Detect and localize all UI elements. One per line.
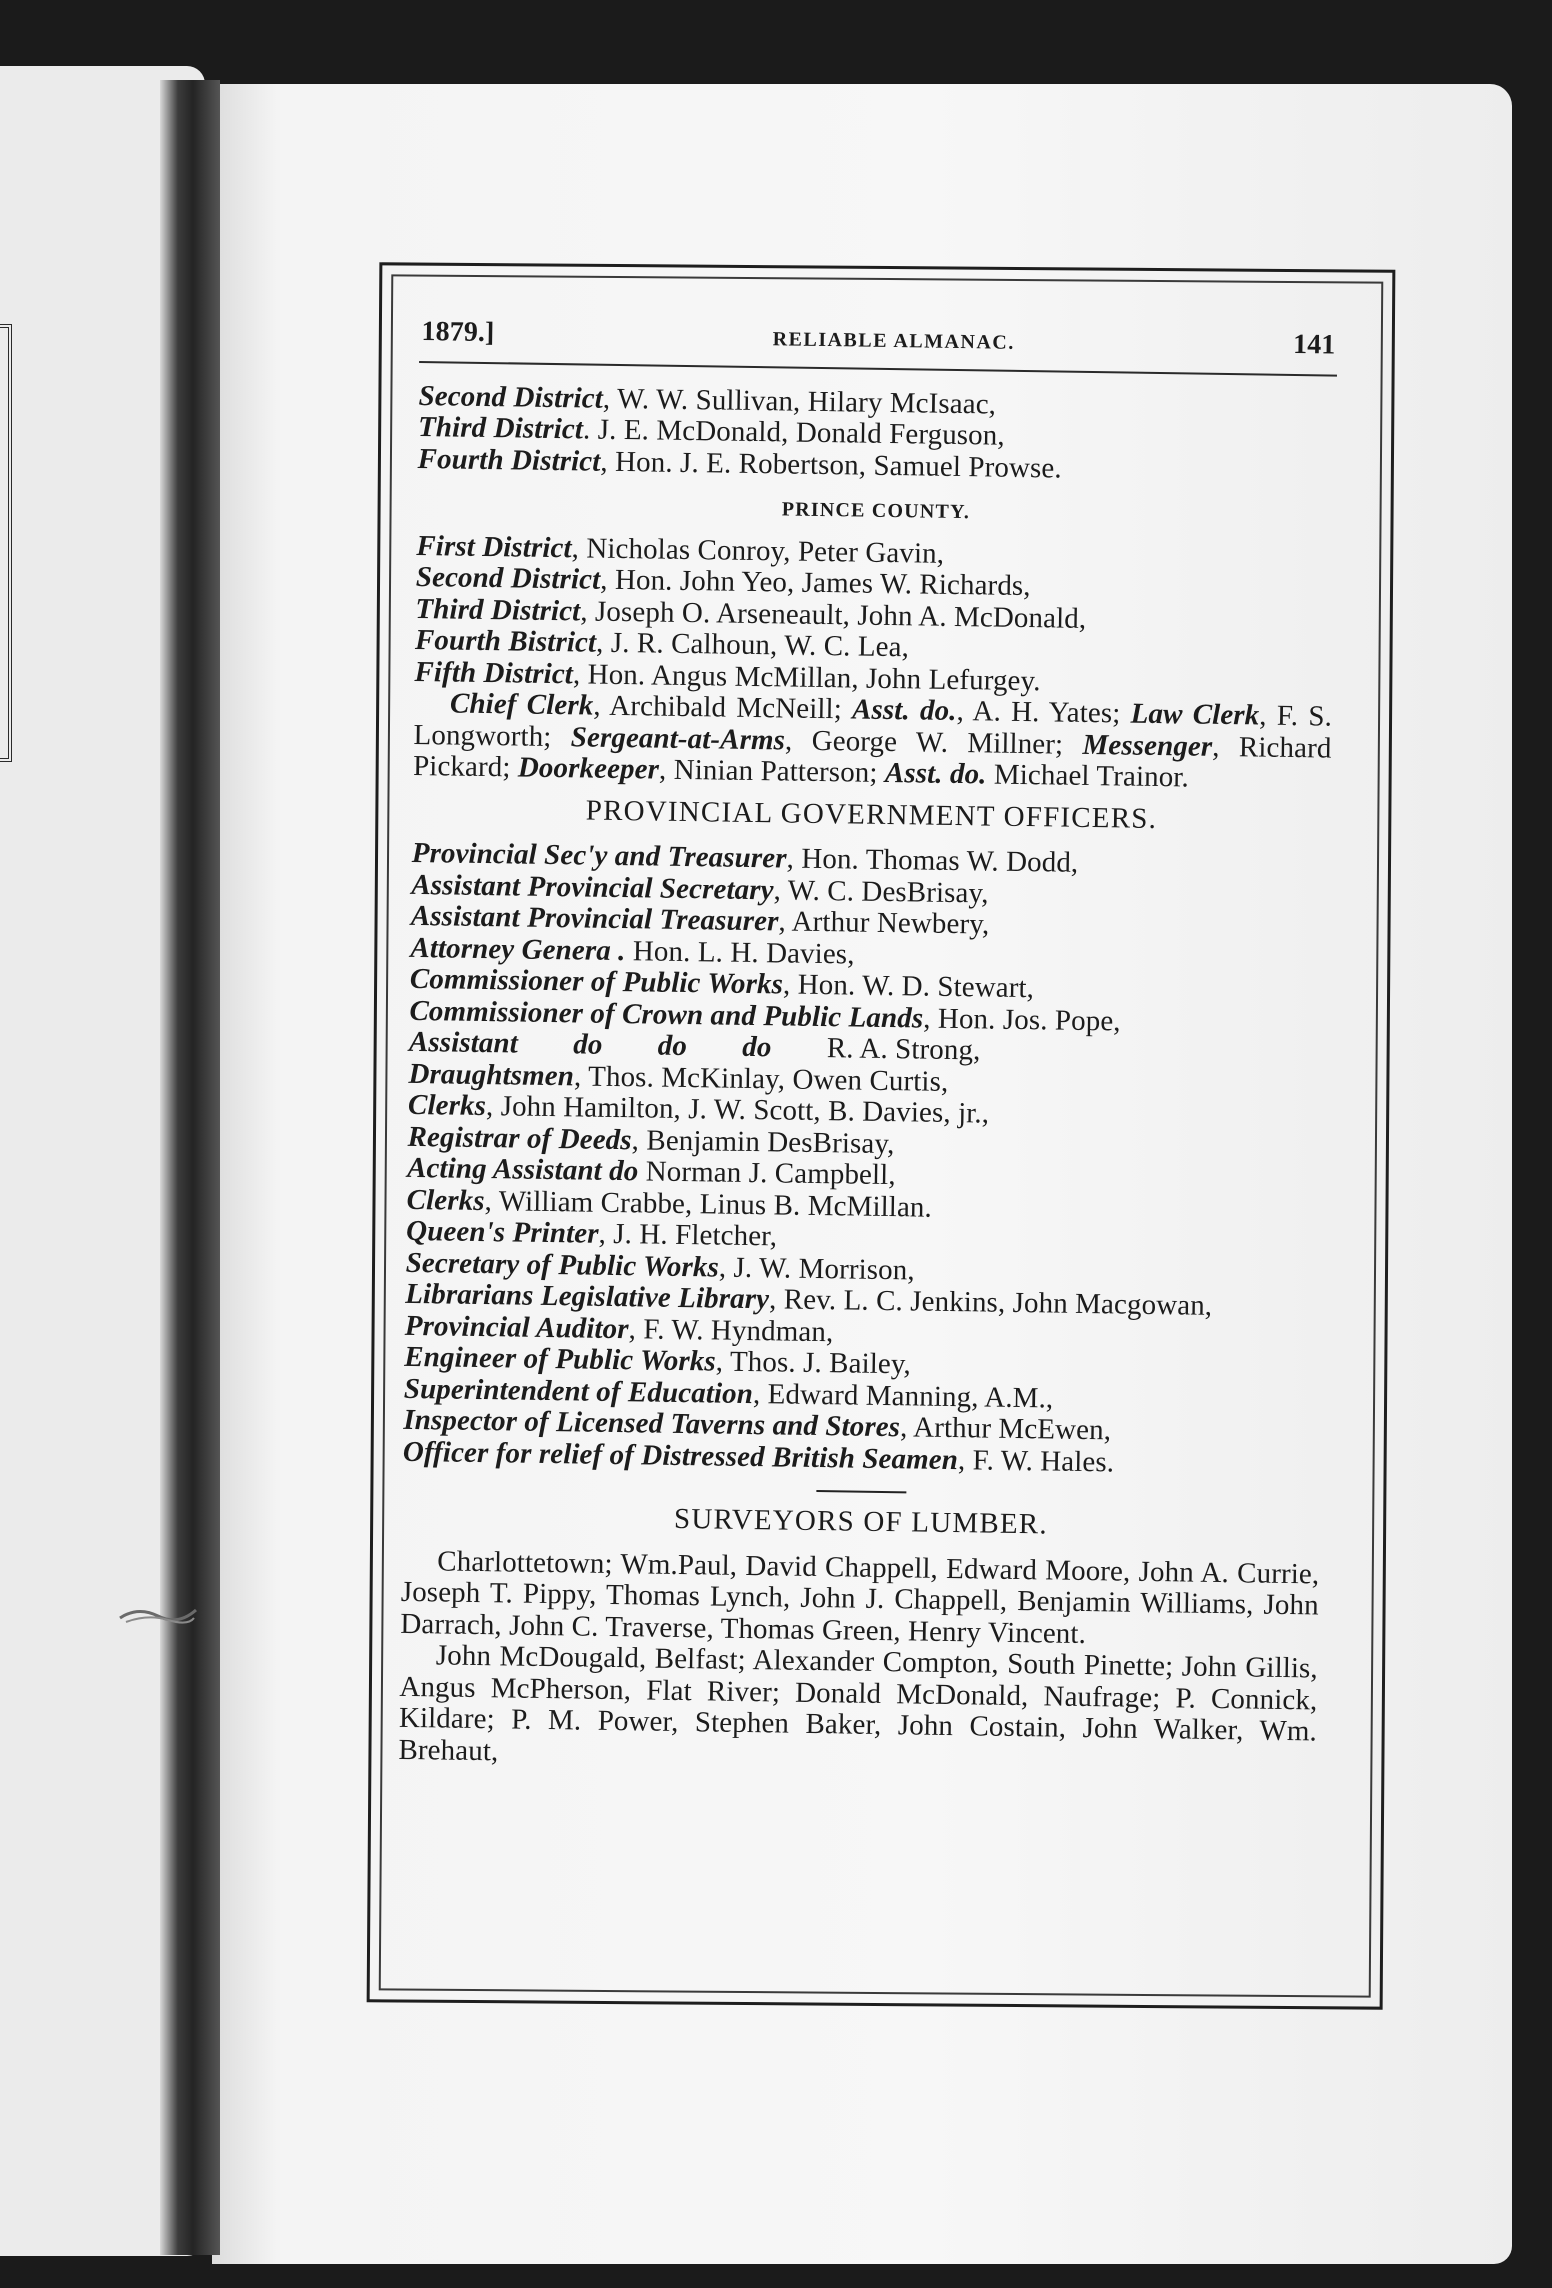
officer-name: Benjamin DesBrisay, <box>646 1123 895 1160</box>
officer-entry: Inspector of Licensed Taverns and Stores, Arthur McEwen, <box>403 1403 1112 1447</box>
district-entry: Third District. J. E. McDonald, Donald Ferguson, <box>417 410 1005 452</box>
binding-thread-icon <box>118 1600 198 1630</box>
officer-entry: Officer for relief of Distressed British Seamen, F. W. Hales. <box>402 1435 1115 1478</box>
officer-entry: Secretary of Public Works, J. W. Morrison, <box>405 1246 915 1286</box>
page-content <box>398 300 1338 1779</box>
officer-entry: Queen's Printer, J. H. Fletcher, <box>405 1214 778 1253</box>
prince-county-heading: PRINCE COUNTY. <box>781 498 971 524</box>
district-entry: Third District, Joseph O. Arseneault, John A. McDonald, <box>415 592 1087 635</box>
officer-role: Acting Assistant do <box>406 1151 639 1188</box>
officer-role: Assistant Provincial Treasurer <box>410 899 779 938</box>
page-number: 141 <box>1292 328 1336 361</box>
district-name: Fifth District <box>414 655 574 690</box>
officer-name: Rev. L. C. Jenkins, John Macgowan, <box>783 1283 1213 1322</box>
officer-entry: Provincial Sec'y and Treasurer, Hon. Thomas W. Dodd, <box>411 836 1079 879</box>
officer-name: F. W. Hales. <box>972 1443 1115 1478</box>
officer-role: Assistant do do do <box>408 1025 772 1064</box>
officer-role: Clerks <box>406 1183 485 1217</box>
officer-name: Hon. W. D. Stewart, <box>797 968 1035 1005</box>
officer-entry: Assistant Provincial Secretary, W. C. DesBrisay, <box>411 868 989 909</box>
officer-role: Assistant Provincial Secretary <box>411 868 774 906</box>
surveyors-heading: SURVEYORS OF LUMBER. <box>673 1502 1049 1541</box>
officer-name: A. H. Yates; <box>972 695 1121 730</box>
officer-name: William Crabbe, Linus B. McMillan. <box>498 1184 933 1224</box>
district-name: Third District <box>417 410 584 446</box>
district-members: Hon. Angus McMillan, John Lefurgey. <box>587 658 1041 697</box>
officer-role: Superintendent of Education <box>403 1372 754 1410</box>
officer-role: Clerks <box>407 1088 487 1123</box>
officer-role: Doorkeeper <box>517 751 660 786</box>
running-head <box>419 300 1338 376</box>
officer-name: Archibald McNeill; <box>609 689 843 726</box>
officer-name: J. W. Morrison, <box>733 1251 915 1286</box>
officer-entry: Engineer of Public Works, Thos. J. Bailey, <box>404 1340 912 1381</box>
district-entry: First District, Nicholas Conroy, Peter Gavin, <box>416 529 945 570</box>
officer-role: Engineer of Public Works <box>404 1340 717 1378</box>
officer-entry: Provincial Auditor, F. W. Hyndman, <box>404 1309 834 1348</box>
surveyors-paragraph: John McDougald, Belfast; Alexander Compton, South Pinette; John Gillis, Angus McPherson, Flat River; Donald McDonald, Naufrage; P. Connick, Kildare; P. M. Power, Stephen Baker, John Costain, John Walker, Wm. Brehaut, <box>398 1639 1319 1767</box>
district-name: Fourth District <box>417 442 601 478</box>
officer-role: Officer for relief of Distressed British Seamen <box>402 1435 959 1476</box>
district-members: Hon. John Yeo, James W. Richards, <box>614 563 1031 603</box>
officer-name: Edward Manning, A.M., <box>767 1377 1054 1415</box>
district-members: Joseph O. Arseneault, John A. McDonald, <box>594 595 1087 635</box>
district-entry: Fifth District, Hon. Angus McMillan, John Lefurgey. <box>414 655 1041 697</box>
district-members: J. E. McDonald, Donald Ferguson, <box>597 413 1005 452</box>
officer-role: Chief Clerk <box>449 687 594 722</box>
district-members: Nicholas Conroy, Peter Gavin, <box>586 531 945 570</box>
officer-name: Richard Pickard; <box>412 730 1332 784</box>
officer-role: Law Clerk <box>1130 697 1260 732</box>
officer-entry: Librarians Legislative Library, Rev. L. C. Jenkins, John Macgowan, <box>405 1277 1213 1322</box>
district-entry: Fourth Bistrict, J. R. Calhoun, W. C. Lea, <box>414 623 910 664</box>
officer-role: Commissioner of Crown and Public Lands <box>409 994 924 1035</box>
officer-entry: Clerks, William Crabbe, Linus B. McMillan. <box>406 1183 933 1224</box>
header-year: 1879.] <box>421 316 495 349</box>
officer-name: Hon. L. H. Davies, <box>632 934 855 971</box>
officer-name: F. S. Longworth; <box>413 699 1333 753</box>
district-entry: Second District, W. W. Sullivan, Hilary McIsaac, <box>418 379 997 421</box>
district-name: Third District <box>415 592 581 627</box>
district-entry: Second District, Hon. John Yeo, James W. Richards, <box>415 560 1031 603</box>
header-title: RELIABLE ALMANAC. <box>772 328 1015 354</box>
district-name: Fourth Bistrict <box>414 623 597 659</box>
officer-name: Michael Trainor. <box>993 758 1190 794</box>
officer-role: Messenger <box>1082 728 1213 763</box>
surveyors-paragraph: Charlottetown; Wm.Paul, David Chappell, Edward Moore, John A. Currie, Joseph T. Pippy, Thomas Lynch, John J. Chappell, Benjamin Williams, John Darrach, John C. Traverse, Thomas Green, Henry Vincent. <box>400 1544 1320 1650</box>
officer-name: Hon. Thomas W. Dodd, <box>801 842 1079 879</box>
facing-page-border <box>0 324 12 762</box>
officer-role: Provincial Auditor <box>404 1309 629 1345</box>
officer-role: Provincial Sec'y and Treasurer <box>411 836 787 875</box>
officer-name: Hon. Jos. Pope, <box>937 1002 1121 1037</box>
officer-entry: Draughtsmen, Thos. McKinlay, Owen Curtis, <box>408 1057 949 1098</box>
book-gutter <box>160 80 220 2255</box>
officer-entry: Commissioner of Public Works, Hon. W. D. Stewart, <box>409 962 1035 1005</box>
officer-role: Draughtsmen <box>408 1057 575 1092</box>
officer-role: Registrar of Deeds <box>407 1120 632 1156</box>
officer-name: George W. Millner; <box>811 724 1064 761</box>
officer-name: R. A. Strong, <box>826 1032 981 1067</box>
officer-role: Librarians Legislative Library <box>405 1277 770 1316</box>
officer-role: Commissioner of Public Works <box>409 962 784 1001</box>
officer-name: John Hamilton, J. W. Scott, B. Davies, jr., <box>500 1090 990 1130</box>
officer-name: Thos. J. Bailey, <box>729 1345 912 1381</box>
officer-name: Ninian Patterson; <box>673 753 878 789</box>
district-entry: Fourth District, Hon. J. E. Robertson, Samuel Prowse. <box>417 442 1062 485</box>
district-name: Second District <box>418 379 604 415</box>
officer-role: Asst. do. <box>851 693 957 728</box>
officer-entry: Assistant Provincial Treasurer, Arthur Newbery, <box>410 899 990 941</box>
officer-entry: Registrar of Deeds, Benjamin DesBrisay, <box>407 1120 895 1160</box>
officer-name: J. H. Fletcher, <box>613 1217 778 1253</box>
officer-entry: Superintendent of Education, Edward Manning, A.M., <box>403 1372 1054 1415</box>
prince-districts-list <box>414 530 1334 701</box>
officer-name: Norman J. Campbell, <box>645 1155 896 1192</box>
officer-entry: Commissioner of Crown and Public Lands, Hon. Jos. Pope, <box>409 994 1121 1037</box>
officer-role: Sergeant-at-Arms <box>570 720 786 756</box>
section-divider <box>816 1490 906 1493</box>
district-name: Second District <box>415 560 601 596</box>
officer-name: F. W. Hyndman, <box>643 1312 834 1348</box>
provincial-officers-list <box>403 838 1330 1482</box>
officer-name: Thos. McKinlay, Owen Curtis, <box>587 1060 949 1098</box>
officer-role: Asst. do. <box>884 756 987 791</box>
officer-role: Queen's Printer <box>405 1214 599 1250</box>
district-name: First District <box>416 529 572 564</box>
queens-districts-list <box>417 380 1336 488</box>
officer-name: Arthur McEwen, <box>912 1411 1112 1447</box>
officer-role: Attorney Genera . <box>410 931 626 967</box>
officer-name: W. C. DesBrisay, <box>787 874 989 909</box>
provincial-officers-heading: PROVINCIAL GOVERNMENT OFFICERS. <box>585 794 1158 835</box>
officer-name: Arthur Newbery, <box>791 905 990 941</box>
officer-role: Inspector of Licensed Taverns and Stores <box>403 1403 901 1444</box>
officer-entry: Clerks, John Hamilton, J. W. Scott, B. Davies, jr., <box>407 1088 990 1130</box>
district-members: J. R. Calhoun, W. C. Lea, <box>610 626 910 664</box>
officer-role: Secretary of Public Works <box>405 1246 720 1284</box>
district-members: Hon. J. E. Robertson, Samuel Prowse. <box>614 445 1062 485</box>
district-members: W. W. Sullivan, Hilary McIsaac, <box>616 382 997 421</box>
house-officers-paragraph: Chief Clerk, Archibald McNeill; Asst. do., A. H. Yates; Law Clerk, F. S. Longworth; Sergeant-at-Arms, George W. Millner; Messenger, Richard Pickard; Doorkeeper, Ninian Patterson; Asst. do. Michael Trainor. <box>412 687 1333 794</box>
